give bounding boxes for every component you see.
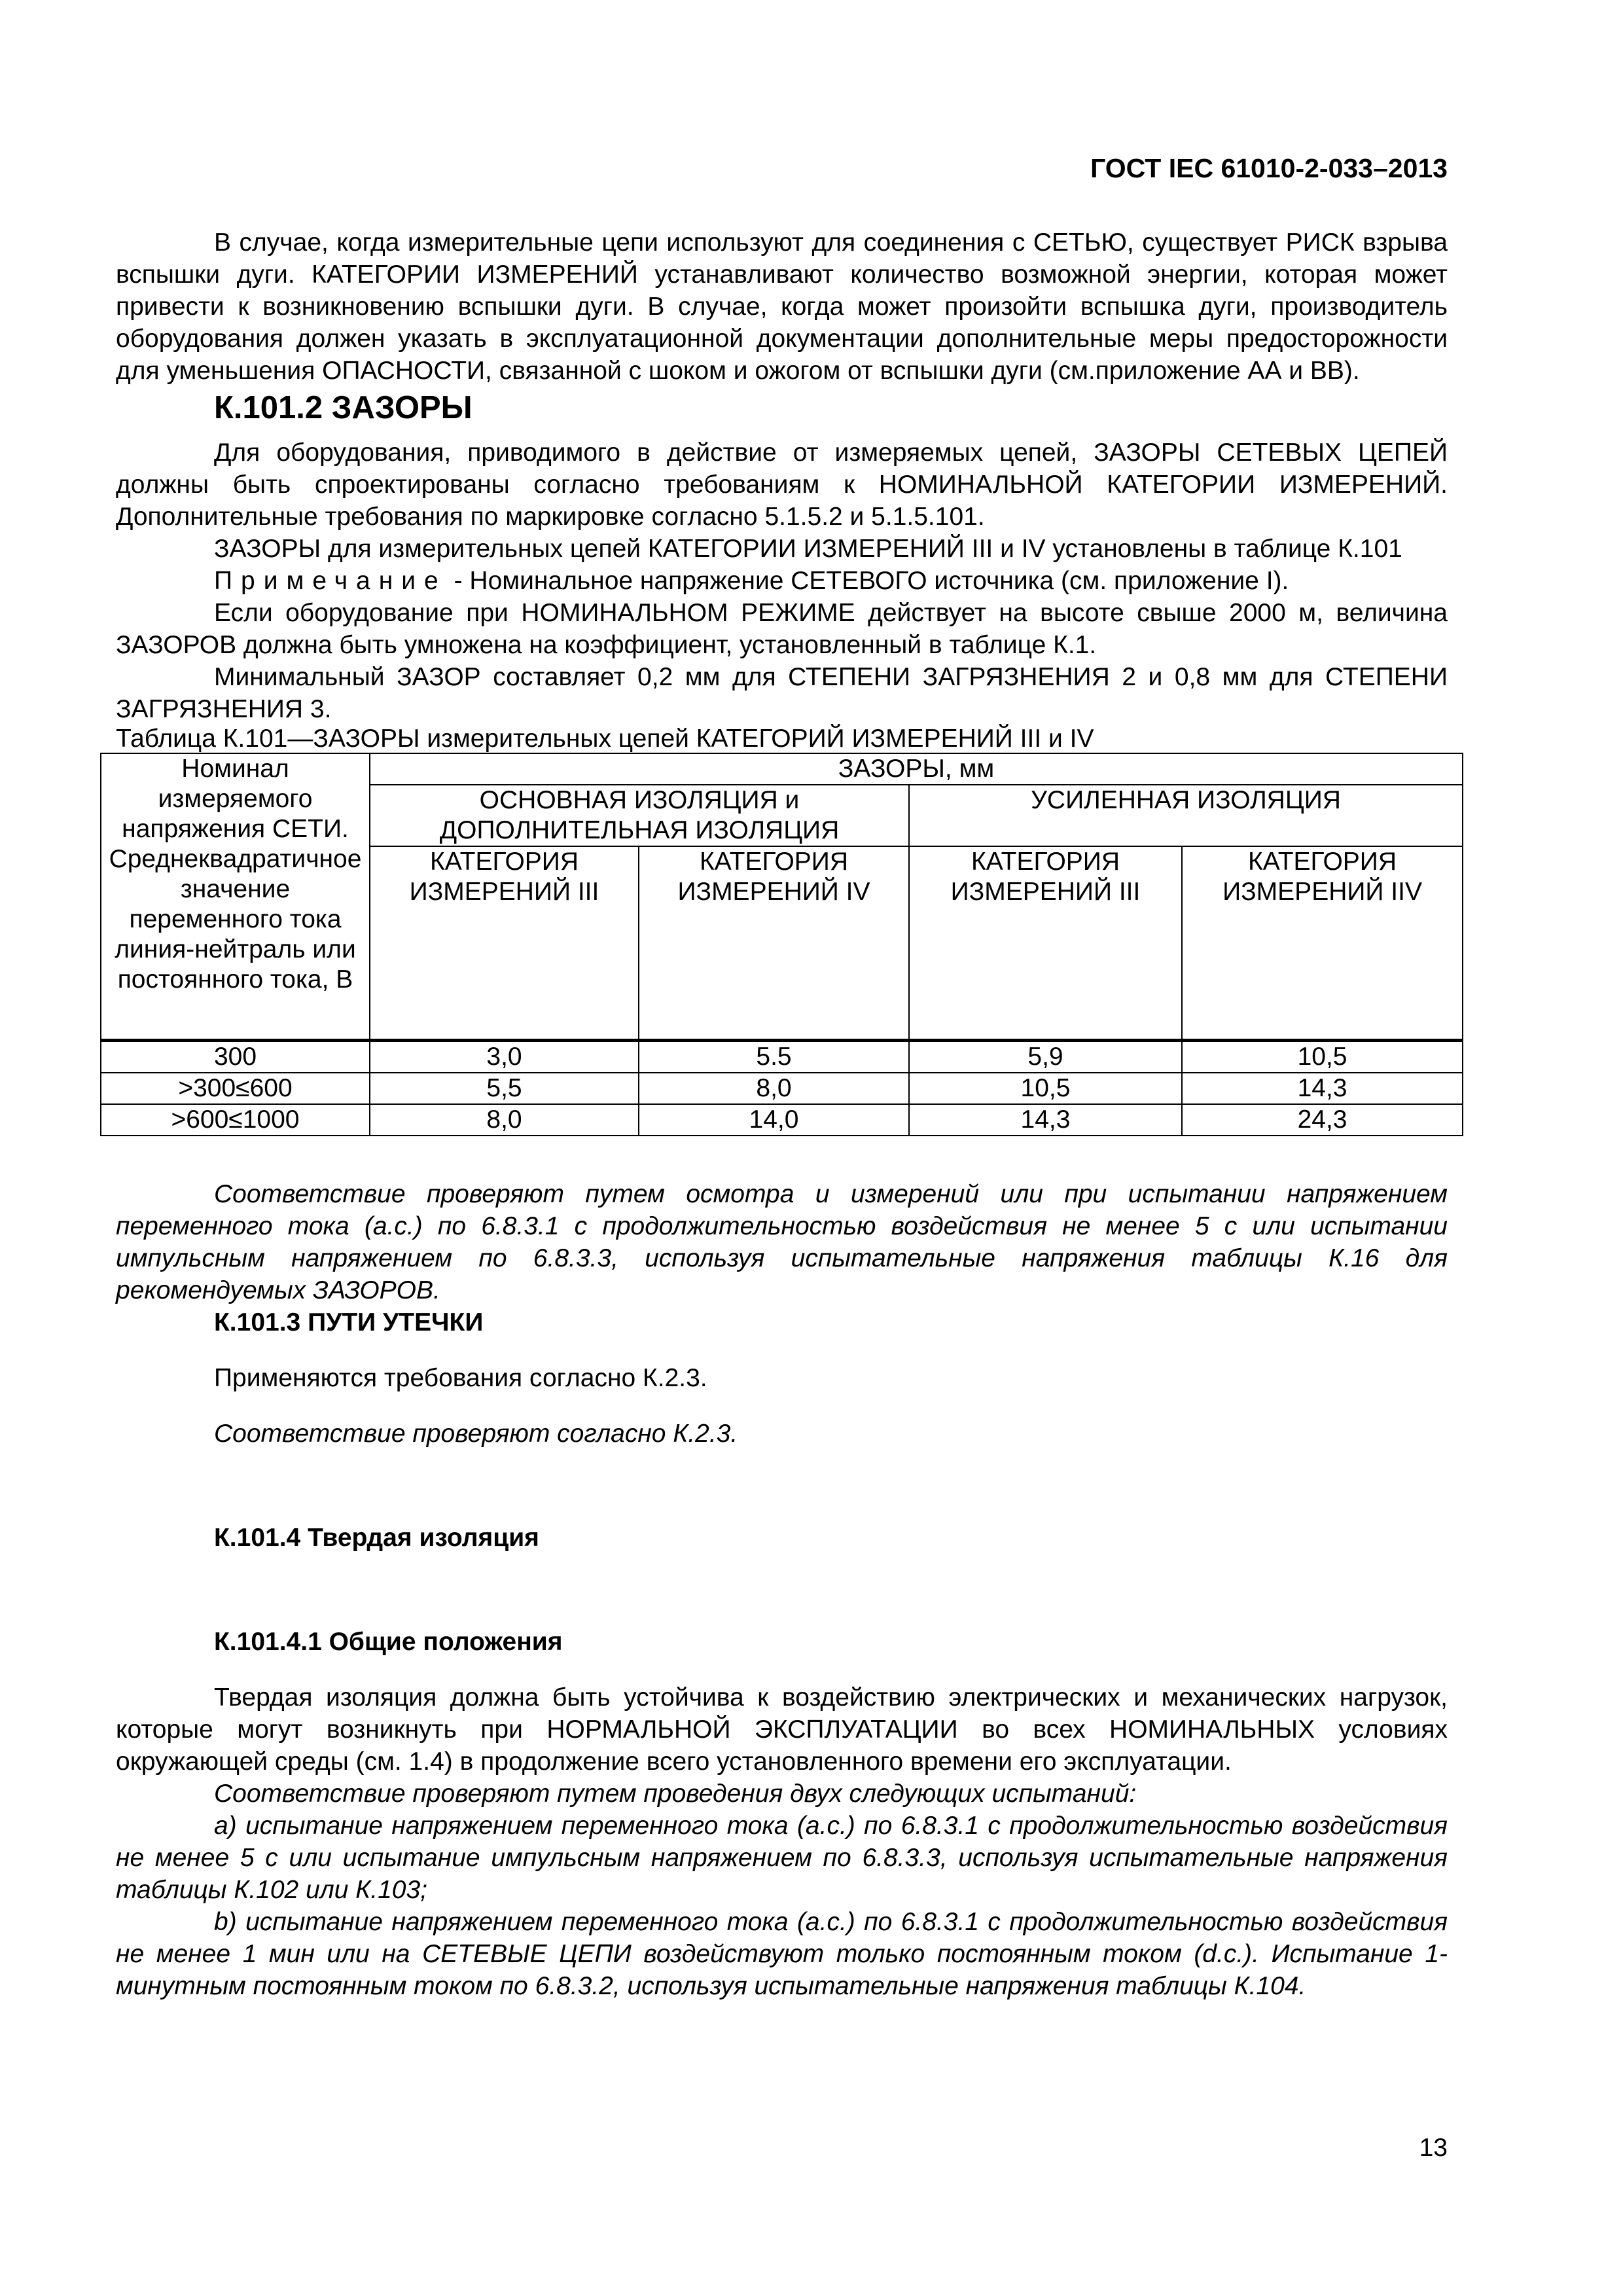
k1012-paragraph-1: Для оборудования, приводимого в действие от измеряемых цепей, ЗАЗОРЫ СЕТЕВЫХ ЦЕПЕЙ должны быть спроектированы согласно требованиям к НОМИНАЛЬНОЙ КАТЕГОРИИ ИЗМЕРЕНИЙ. Дополнительные требования по маркировке согласно 5.1.5.2 и 5.1.5.101. xyxy=(116,439,1448,531)
note-text: - Номинальное напряжение СЕТЕВОГО источника (см. приложение I). xyxy=(446,567,1289,595)
table-cell: 14,3 xyxy=(1182,1073,1463,1104)
table-cell: >600≤1000 xyxy=(101,1104,370,1136)
table-cell: 3,0 xyxy=(370,1040,639,1073)
table-header-basic-insulation: ОСНОВНАЯ ИЗОЛЯЦИЯ и ДОПОЛНИТЕЛЬНАЯ ИЗОЛЯЦИЯ xyxy=(370,785,909,846)
section-heading-k1014: К.101.4 Твердая изоляция xyxy=(214,1523,539,1552)
table-row xyxy=(101,1073,1463,1104)
table-header-reinforced-insulation: УСИЛЕННАЯ ИЗОЛЯЦИЯ xyxy=(909,785,1463,846)
section-heading-k10141: К.101.4.1 Общие положения xyxy=(214,1627,563,1656)
compliance-paragraph-1: Соответствие проверяют путем осмотра и измерений или при испытании напряжением переменного тока (а.с.) по 6.8.3.1 с продолжительностью воздействия не менее 5 с или испытании импульсным напряжением по 6.8.3.3, используя испытательные напряжения таблицы К.16 для рекомендуемых ЗАЗОРОВ. xyxy=(116,1179,1448,1304)
table-cell: 8,0 xyxy=(639,1073,909,1104)
section-heading-k1013: К.101.3 ПУТИ УТЕЧКИ xyxy=(214,1308,484,1336)
clearances-table xyxy=(100,753,1463,1136)
table-cell: 5,9 xyxy=(909,1040,1182,1073)
table-header-cat-3: КАТЕГОРИЯ ИЗМЕРЕНИЙ III xyxy=(909,846,1182,1040)
table-cell: 300 xyxy=(101,1040,370,1073)
k10141-paragraph-1: Твердая изоляция должна быть устойчива к воздействию электрических и механических нагрузок, которые могут возникнуть при НОРМАЛЬНОЙ ЭКСПЛУАТАЦИИ во всех НОМИНАЛЬНЫХ условиях окружающей среды (см. 1.4) в продолжение всего установленного времени его эксплуатации. xyxy=(116,1683,1448,1776)
table-cell: 5.5 xyxy=(639,1040,909,1073)
page-number: 13 xyxy=(1419,2134,1448,2162)
k10141-compliance: Соответствие проверяют путем проведения двух следующих испытаний: xyxy=(214,1779,1137,1808)
k1013-compliance: Соответствие проверяют согласно К.2.3. xyxy=(214,1419,738,1448)
table-caption: Таблица К.101—ЗАЗОРЫ измерительных цепей КАТЕГОРИЙ ИЗМЕРЕНИЙ III и IV xyxy=(116,725,1094,753)
table-cell: 8,0 xyxy=(370,1104,639,1136)
k1013-paragraph-1: Применяются требования согласно К.2.3. xyxy=(214,1363,707,1392)
k1012-paragraph-2: ЗАЗОРЫ для измерительных цепей КАТЕГОРИИ ИЗМЕРЕНИЙ III и IV установлены в таблице К.101 xyxy=(214,535,1402,563)
table-cell: >300≤600 xyxy=(101,1073,370,1104)
standard-code-header: ГОСТ IEC 61010-2-033–2013 xyxy=(1090,153,1448,183)
table-cell: 24,3 xyxy=(1182,1104,1463,1136)
table-cell: 10,5 xyxy=(909,1073,1182,1104)
table-header-cat-4: КАТЕГОРИЯ ИЗМЕРЕНИЙ IIV xyxy=(1182,846,1463,1040)
section-heading-k1012: К.101.2 ЗАЗОРЫ xyxy=(214,390,473,425)
table-header-clearances: ЗАЗОРЫ, мм xyxy=(370,753,1463,785)
table-header-cat-2: КАТЕГОРИЯ ИЗМЕРЕНИЙ IV xyxy=(639,846,909,1040)
document-body xyxy=(109,226,1448,2002)
table-header-cat-1: КАТЕГОРИЯ ИЗМЕРЕНИЙ III xyxy=(370,846,639,1040)
table-cell: 5,5 xyxy=(370,1073,639,1104)
table-row xyxy=(101,1104,1463,1136)
intro-paragraph: В случае, когда измерительные цепи используют для соединения с СЕТЬЮ, существует РИСК взрыва вспышки дуги. КАТЕГОРИИ ИЗМЕРЕНИЙ устанавливают количество возможной энергии, которая может привести к возникновению вспышки дуги. В случае, когда может произойти вспышка дуги, производитель оборудования должен указать в эксплуатационной документации дополнительные меры предосторожности для уменьшения ОПАСНОСТИ, связанной с шоком и ожогом от вспышки дуги (см.приложение АА и ВВ). xyxy=(116,228,1448,385)
table-cell: 10,5 xyxy=(1182,1040,1463,1073)
k1012-paragraph-4: Минимальный ЗАЗОР составляет 0,2 мм для СТЕПЕНИ ЗАГРЯЗНЕНИЯ 2 и 0,8 мм для СТЕПЕНИ ЗАГРЯЗНЕНИЯ 3. xyxy=(116,663,1448,723)
table-cell: 14,3 xyxy=(909,1104,1182,1136)
table-cell: 14,0 xyxy=(639,1104,909,1136)
k10141-item-a: а) испытание напряжением переменного тока (а.с.) по 6.8.3.1 с продолжительностью воздействия не менее 5 с или испытание импульсным напряжением по 6.8.3.3, используя испытательные напряжения таблицы К.102 или К.103; xyxy=(116,1811,1448,1904)
k10141-item-b: b) испытание напряжением переменного тока (а.с.) по 6.8.3.1 с продолжительностью воздействия не менее 1 мин или на СЕТЕВЫЕ ЦЕПИ воздействуют только постоянным током (d.c.). Испытание 1-минутным постоянным током по 6.8.3.2, используя испытательные напряжения таблицы К.104. xyxy=(116,1907,1448,2000)
note-label: Примечание xyxy=(214,567,447,595)
table-header-voltage: Номинал измеряемого напряжения СЕТИ. Среднеквадратичное значение переменного тока линия-нейтраль или постоянного тока, В xyxy=(101,753,370,1040)
k1012-paragraph-3: Если оборудование при НОМИНАЛЬНОМ РЕЖИМЕ действует на высоте свыше 2000 м, величина ЗАЗОРОВ должна быть умножена на коэффициент, установленный в таблице К.1. xyxy=(116,599,1448,659)
table-row xyxy=(101,1040,1463,1073)
k1012-note xyxy=(116,565,1448,597)
